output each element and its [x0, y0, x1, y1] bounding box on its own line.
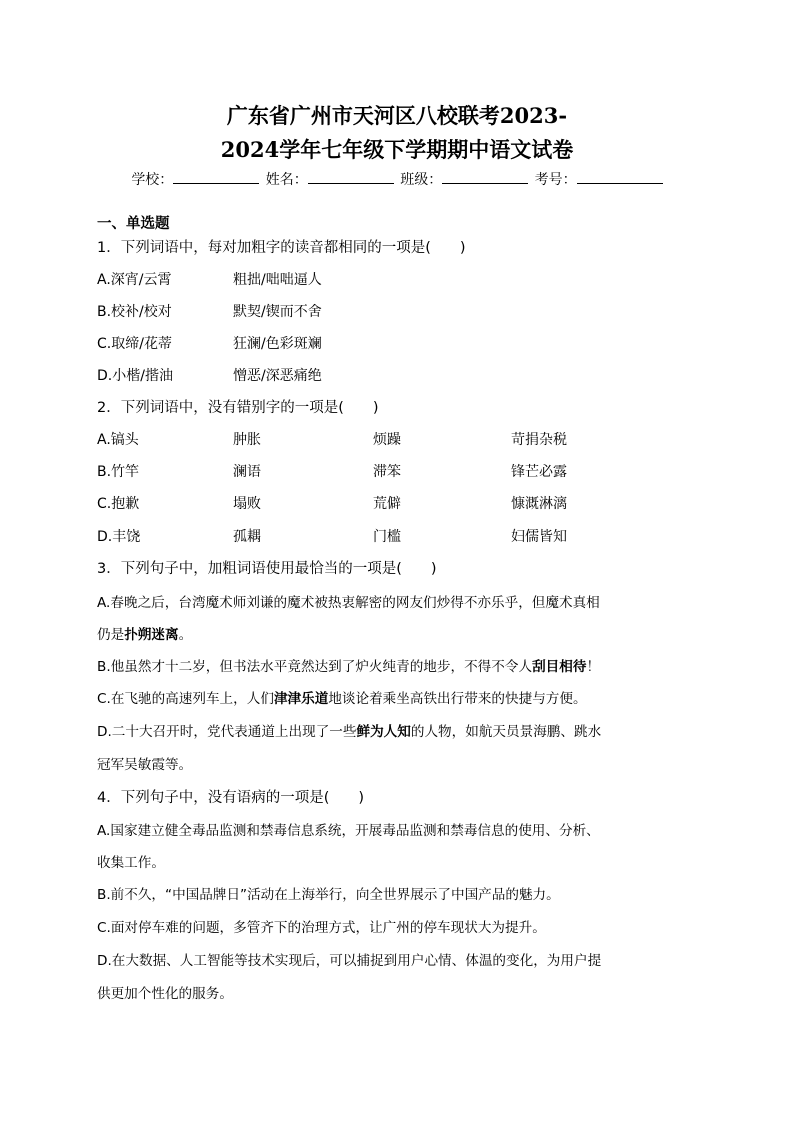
- q3-option-b: [97, 657, 699, 677]
- q4-stem: 4．下列句子中，没有语病的一项是( ): [97, 790, 365, 806]
- q2-option-b-3: 滞笨: [373, 464, 401, 480]
- q1-option-d-left: D.小楷/揩油: [97, 368, 173, 384]
- q2-option-c-3: 荒僻: [373, 496, 401, 512]
- name-blank: [308, 170, 394, 184]
- school-label: 学校：: [131, 172, 174, 188]
- q3-b-text: B.他虽然才十二岁，但书法水平竟然达到了炉火纯青的地步，不得不令人: [97, 659, 533, 675]
- q3-a-bold-word: 扑朔迷离: [124, 627, 179, 643]
- q3-stem: 3．下列句子中，加粗词语使用最恰当的一项是( ): [97, 561, 437, 577]
- q2-option-c-2: 塌败: [233, 496, 261, 512]
- q1-option-b-left: B.校补/校对: [97, 304, 172, 320]
- q3-option-a-line2: [97, 625, 699, 645]
- exam-title-line1: 广东省广州市天河区八校联考2023-: [226, 103, 568, 128]
- q4-option-a-line1: A.国家建立健全毒品监测和禁毒信息系统，开展毒品监测和禁毒信息的使用、分析、: [97, 823, 600, 839]
- q4-option-d-line2: 供更加个性化的服务。: [97, 986, 233, 1002]
- number-blank: [577, 170, 663, 184]
- q4-option-c: C.面对停车难的问题，多管齐下的治理方式，让广州的停车现状大为提升。: [97, 920, 546, 936]
- q3-d-text: D.二十大召开时，党代表通道上出现了一些: [97, 724, 357, 740]
- q2-option-b-2: 澜语: [233, 464, 261, 480]
- school-blank: [173, 170, 259, 184]
- q3-option-d-line1: [97, 722, 699, 742]
- q3-c-text-end: 地谈论着乘坐高铁出行带来的快捷与方便。: [328, 691, 587, 707]
- q1-option-d-right: 憎恶/深恶痛绝: [233, 368, 322, 384]
- student-info-row: [0, 170, 794, 190]
- q4-option-d-line1: D.在大数据、人工智能等技术实现后，可以捕捉到用户心情、体温的变化，为用户提: [97, 953, 602, 969]
- q4-option-a-line2: 收集工作。: [97, 855, 165, 871]
- q2-option-d-3: 门槛: [373, 529, 401, 545]
- q3-a-text: 仍是: [97, 627, 125, 643]
- q1-option-c-left: C.取缔/花蒂: [97, 336, 172, 352]
- section-heading: 一、单选题: [97, 216, 170, 232]
- q1-option-b-right: 默契/锲而不舍: [233, 304, 322, 320]
- q2-option-a-4: 苛捐杂税: [511, 432, 567, 448]
- exam-title-line2: 2024学年七年级下学期期中语文试卷: [220, 137, 574, 162]
- q3-d-text-end: 的人物，如航天员景海鹏、跳水: [410, 724, 602, 740]
- q2-stem: 2．下列词语中，没有错别字的一项是( ): [97, 400, 379, 416]
- q2-option-a-1: A.镐头: [97, 432, 139, 448]
- q2-option-c-4: 慷溉淋漓: [511, 496, 567, 512]
- q3-b-bold-word: 刮目相待: [532, 659, 587, 675]
- q2-option-a-2: 肿胀: [233, 432, 261, 448]
- q1-option-a-left: A.深宵/云霄: [97, 272, 172, 288]
- class-blank: [442, 170, 528, 184]
- q1-option-c-right: 狂澜/色彩斑斓: [233, 336, 322, 352]
- q3-b-punct: ！: [586, 659, 601, 675]
- q3-option-a-line1: A.春晚之后，台湾魔术师刘谦的魔术被热衷解密的网友们炒得不亦乐乎，但魔术真相: [97, 595, 600, 611]
- q2-option-d-2: 孤耦: [233, 529, 261, 545]
- q4-option-b: B.前不久，“中国品牌日”活动在上海举行，向全世界展示了中国产品的魅力。: [97, 887, 560, 903]
- q2-option-b-4: 锋芒必露: [511, 464, 567, 480]
- q1-option-a-right: 粗拙/咄咄逼人: [233, 272, 322, 288]
- q2-option-c-1: C.抱歉: [97, 496, 140, 512]
- q2-option-d-1: D.丰饶: [97, 529, 141, 545]
- q3-d-bold-word: 鲜为人知: [356, 724, 411, 740]
- q2-option-b-1: B.竹竿: [97, 464, 140, 480]
- class-label: 班级：: [400, 172, 443, 188]
- q2-option-d-4: 妇儒皆知: [511, 529, 567, 545]
- number-label: 考号：: [534, 172, 577, 188]
- q3-option-c: [97, 689, 699, 709]
- q3-c-text: C.在飞驰的高速列车上，人们: [97, 691, 274, 707]
- q2-option-a-3: 烦躁: [373, 432, 401, 448]
- q3-option-d-line2: 冠军吴敏霞等。: [97, 757, 193, 773]
- q3-a-punct: 。: [178, 627, 193, 643]
- q3-c-bold-word: 津津乐道: [273, 691, 329, 707]
- q1-stem: 1．下列词语中，每对加粗字的读音都相同的一项是( ): [97, 240, 466, 256]
- name-label: 姓名：: [265, 172, 308, 188]
